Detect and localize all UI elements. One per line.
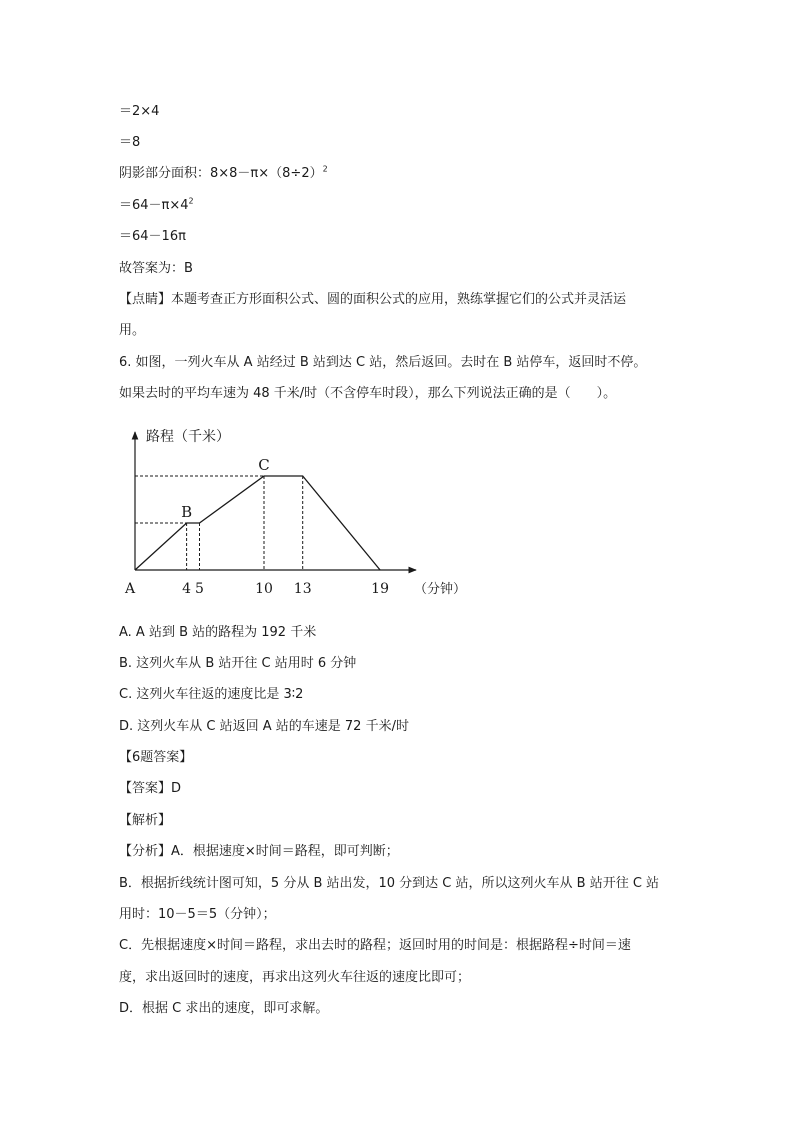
- option-b: B. 这列火车从 B 站开往 C 站用时 6 分钟: [119, 656, 357, 671]
- shadow-area-text: 阴影部分面积：8×8－π×（8÷2）: [119, 166, 323, 181]
- dianjing-line-1: 【点睛】本题考查正方形面积公式、圆的面积公式的应用，熟练掌握它们的公式并灵活运: [119, 292, 627, 307]
- analysis-line-4: C．先根据速度×时间＝路程，求出去时的路程；返回时用的时间是：根据路程÷时间＝速: [119, 938, 631, 953]
- guide-lines: [135, 476, 303, 570]
- x-tick-label: 13: [293, 581, 312, 597]
- option-d: D. 这列火车从 C 站返回 A 站的车速是 72 千米/时: [119, 719, 409, 734]
- shadow-area-formula: [119, 166, 328, 182]
- x-axis-label: （分钟）: [414, 582, 467, 597]
- analysis-line-5: 度，求出返回时的速度，再求出这列火车往返的速度比即可；: [119, 970, 471, 985]
- axes: [135, 432, 416, 570]
- origin-label: A: [124, 581, 136, 597]
- option-a: A. A 站到 B 站的路程为 192 千米: [119, 625, 317, 640]
- analysis-line-1: 【分析】A．根据速度×时间＝路程，即可判断；: [119, 844, 399, 859]
- distance-time-graph: [118, 420, 478, 605]
- x-tick-label: 4: [182, 581, 192, 597]
- calc-line-2: ＝8: [119, 135, 141, 150]
- option-c: C. 这列火车往返的速度比是 3∶2: [119, 687, 304, 702]
- x-tick-label: 5: [195, 581, 204, 597]
- exponent: 2: [322, 164, 328, 174]
- dianjing-line-2: 用。: [119, 323, 146, 338]
- x-tick-labels: [182, 581, 389, 597]
- analysis-line-2: B．根据折线统计图可知，5 分从 B 站出发，10 分到达 C 站，所以这列火车从 B 站开往 C 站: [119, 876, 660, 891]
- x-tick-label: 19: [371, 581, 390, 597]
- analysis-line-3: 用时：10－5＝5（分钟）；: [119, 907, 276, 922]
- question-6-line-2: 如果去时的平均车速为 48 千米/时（不含停车时段），那么下列说法正确的是（ ）。: [119, 386, 617, 401]
- y-axis-label: 路程（千米）: [146, 429, 230, 445]
- point-labels: [181, 456, 270, 521]
- answer-value: 【答案】D: [119, 781, 182, 796]
- x-tick-label: 10: [255, 581, 273, 597]
- calc-line-3-text: ＝64－π×4: [119, 198, 189, 213]
- point-label: B: [181, 503, 193, 521]
- calc-line-1: ＝2×4: [119, 104, 160, 119]
- calc-line-4: ＝64－16π: [119, 229, 186, 244]
- answer-line: 故答案为：B: [119, 261, 193, 276]
- answer-header: 【6题答案】: [119, 750, 193, 765]
- exponent: 2: [188, 196, 194, 206]
- analysis-line-6: D．根据 C 求出的速度，即可求解。: [119, 1001, 329, 1016]
- question-6-line-1: 6. 如图，一列火车从 A 站经过 B 站到达 C 站，然后返回。去时在 B 站停车，返回时不停。: [119, 355, 647, 370]
- point-label: C: [258, 456, 270, 474]
- calc-line-3: [119, 198, 194, 214]
- analysis-header: 【解析】: [119, 813, 172, 828]
